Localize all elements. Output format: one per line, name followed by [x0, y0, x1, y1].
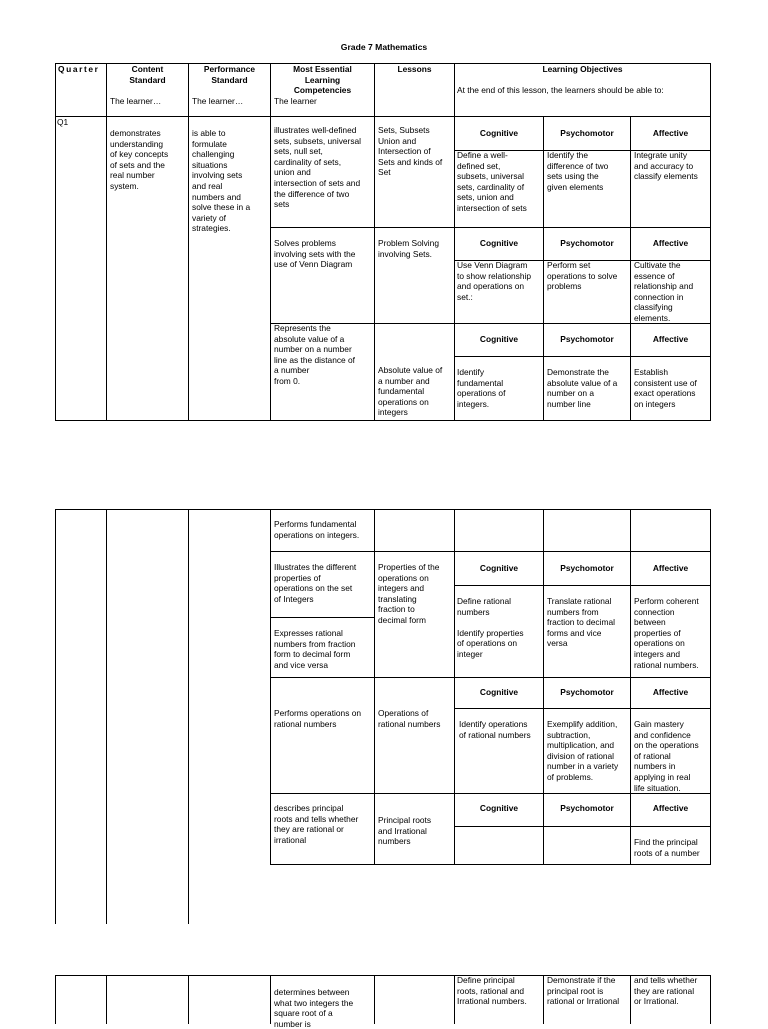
psychomotor-venn: Perform set operations to solve problems: [547, 260, 618, 292]
competency-properties: Illustrates the different properties of operations on the set of Integers: [274, 562, 357, 604]
affective-sets: Integrate unity and accuracy to classify elements: [634, 150, 698, 182]
header-melc: Most Essential Learning Competencies: [293, 64, 352, 96]
header-learning-objectives-sub: At the end of this lesson, the learners should be able to:: [457, 85, 664, 95]
page-title: Grade 7 Mathematics: [340, 42, 428, 52]
header-content-standard-sub: The learner…: [110, 96, 162, 106]
competency-operations-rational: Performs operations on rational numbers: [274, 708, 362, 729]
competency-expresses-rational: Expresses rational numbers from fraction form to decimal form and vice versa: [274, 628, 356, 670]
subhead-psychomotor: Psychomotor: [560, 334, 614, 344]
cognitive-venn: Use Venn Diagram to show relationship and operations on set.:: [457, 260, 532, 302]
cognitive-properties: Define rational numbers Identify properties of operations on integer: [457, 596, 524, 659]
subhead-cognitive: Cognitive: [479, 803, 519, 813]
header-content-standard: Content Standard: [129, 64, 166, 85]
cognitive-square-root: Define principal roots, rational and Irrational numbers.: [457, 975, 527, 1007]
subhead-cognitive: Cognitive: [479, 238, 519, 248]
subhead-psychomotor: Psychomotor: [560, 563, 614, 573]
cognitive-absolute-value: Identify fundamental operations of integers.: [457, 367, 506, 409]
affective-absolute-value: Establish consistent use of exact operations on integers: [634, 367, 697, 409]
cognitive-sets: Define a well- defined set, subsets, universal sets, cardinality of sets, union and intersection of sets: [457, 150, 527, 213]
lesson-absolute-value: Absolute value of a number and fundamental operations on integers: [378, 365, 443, 418]
psychomotor-sets: Identify the difference of two sets using the given elements: [547, 150, 609, 192]
competency-sets: illustrates well-defined sets, subsets, universal sets, null set, cardinality of sets, union and intersection of sets and the difference of two sets: [274, 125, 362, 210]
psychomotor-operations-rational: Exemplify addition, subtraction, multiplication, and division of rational number in a variety of problems.: [547, 719, 619, 782]
affective-operations-rational: Gain mastery and confidence on the operations of rational numbers in applying in real life situation.: [634, 719, 699, 793]
header-lessons: Lessons: [397, 64, 432, 74]
subhead-affective: Affective: [652, 803, 689, 813]
header-melc-sub: The learner: [274, 96, 317, 106]
subhead-cognitive: Cognitive: [479, 687, 519, 697]
lesson-principal-roots: Principal roots and Irrational numbers: [378, 815, 432, 847]
subhead-affective: Affective: [652, 128, 689, 138]
affective-properties: Perform coherent connection between properties of operations on integers and rational numbers.: [634, 596, 699, 670]
header-quarter: Quarter: [58, 64, 100, 74]
subhead-psychomotor: Psychomotor: [560, 803, 614, 813]
competency-fundamental-operations: Performs fundamental operations on integers.: [274, 519, 360, 540]
cognitive-operations-rational: Identify operations of rational numbers: [459, 719, 531, 740]
subhead-psychomotor: Psychomotor: [560, 687, 614, 697]
performance-standard-text: is able to formulate challenging situations involving sets and real numbers and solve these in a variety of strategies.: [192, 128, 251, 234]
subhead-cognitive: Cognitive: [479, 128, 519, 138]
lesson-venn: Problem Solving involving Sets.: [378, 238, 439, 259]
competency-square-root: determines between what two integers the square root of a number is: [274, 987, 354, 1029]
subhead-cognitive: Cognitive: [479, 334, 519, 344]
psychomotor-absolute-value: Demonstrate the absolute value of a number on a number line: [547, 367, 618, 409]
competency-absolute-value: Represents the absolute value of a number on a number line as the distance of a number from 0.: [274, 323, 356, 386]
lesson-properties: Properties of the operations on integers and translating fraction to decimal form: [378, 562, 440, 625]
psychomotor-square-root: Demonstrate if the principal root is rational or Irrational: [547, 975, 620, 1007]
header-performance-standard-sub: The learner…: [192, 96, 244, 106]
subhead-affective: Affective: [652, 563, 689, 573]
subhead-affective: Affective: [652, 238, 689, 248]
quarter-value: Q1: [57, 117, 69, 127]
lesson-sets: Sets, Subsets Union and Intersection of Sets and kinds of Set: [378, 125, 443, 178]
lesson-operations-rational: Operations of rational numbers: [378, 708, 441, 729]
affective-square-root: and tells whether they are rational or Irrational.: [634, 975, 698, 1007]
subhead-psychomotor: Psychomotor: [560, 128, 614, 138]
competency-principal-roots: describes principal roots and tells whether they are rational or irrational: [274, 803, 359, 845]
subhead-affective: Affective: [652, 687, 689, 697]
subhead-affective: Affective: [652, 334, 689, 344]
competency-venn: Solves problems involving sets with the use of Venn Diagram: [274, 238, 356, 270]
subhead-psychomotor: Psychomotor: [560, 238, 614, 248]
header-learning-objectives: Learning Objectives: [542, 64, 623, 74]
affective-principal-roots: Find the principal roots of a number: [634, 837, 700, 858]
psychomotor-properties: Translate rational numbers from fraction to decimal forms and vice versa: [547, 596, 615, 649]
header-performance-standard: Performance Standard: [203, 64, 256, 85]
subhead-cognitive: Cognitive: [479, 563, 519, 573]
affective-venn: Cultivate the essence of relationship and connection in classifying elements.: [634, 260, 694, 323]
content-standard-text: demonstrates understanding of key concepts of sets and the real number system.: [110, 128, 169, 191]
